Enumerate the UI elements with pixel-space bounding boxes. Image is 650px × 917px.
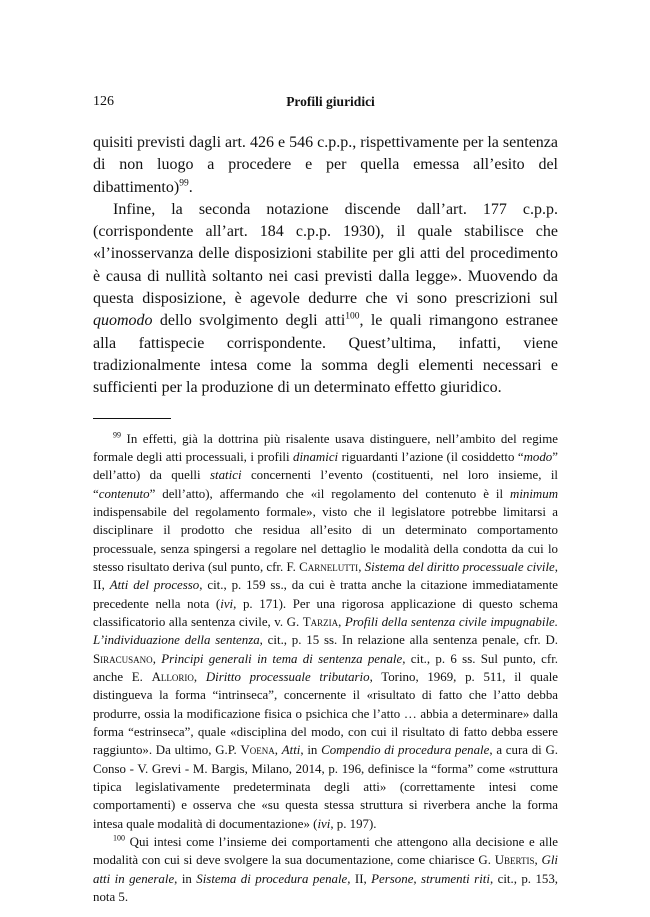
italic-term: contenuto xyxy=(98,486,150,501)
book-title: Sistema di procedura penale xyxy=(196,871,348,886)
text-run: indispensabile del regolamento formale», visto che il legislatore potrebbe limitarsi a disciplinare il prodotto che residua all’esito di un determinato comportamento processuale, senza spingersi a regolare nel dettaglio le modalità della condotta da cui lo stesso risultato deriva (sul punto, cfr. F. xyxy=(93,504,558,574)
footnote-100 xyxy=(93,833,558,906)
text-run: , in xyxy=(300,743,322,758)
text-run: , p. 197). xyxy=(330,816,377,831)
main-text xyxy=(93,132,558,400)
text-run: , p. 171). Per una rigorosa applicazione di questo schema classificatorio alla sentenza civile, v. G. xyxy=(93,596,558,629)
book-title: Persone, strumenti riti xyxy=(371,871,490,886)
book-title: Profili della sentenza civile impugnabile. L’individuazione della sentenza xyxy=(93,615,558,648)
text-run: , xyxy=(152,651,162,666)
text-run: . xyxy=(188,178,193,196)
text-run: , cit., p. 15 ss. In relazione alla sentenza penale, cfr. D. xyxy=(259,633,558,648)
footnote-ref-100[interactable]: 100 xyxy=(345,312,360,323)
author-name: Siracusano xyxy=(93,651,153,666)
text-run: ” dell’atto), affermando che «il regolamento del contenuto è il xyxy=(149,486,511,501)
footnote-ref-99[interactable]: 99 xyxy=(179,178,189,189)
author-name: Ubertis xyxy=(494,853,535,868)
italic-term: ivi xyxy=(317,816,331,831)
text-run: , xyxy=(193,670,206,685)
text-run: , xyxy=(338,615,345,629)
italic-term: quomodo xyxy=(93,312,153,330)
italic-term: modo xyxy=(523,449,553,464)
author-name: Allorio xyxy=(151,670,194,685)
text-run: , cit., p. 153, nota 5. xyxy=(93,871,559,905)
text-run: ” dell’atto) da quelli xyxy=(93,449,558,483)
paragraph-2 xyxy=(93,199,558,400)
author-name: Tarzia xyxy=(302,615,339,629)
footnote-number: 99 xyxy=(113,430,121,440)
footnote-number: 100 xyxy=(113,833,125,843)
text-run: , II, xyxy=(347,871,372,886)
italic-term: dinamici xyxy=(293,449,339,464)
italic-term: minimum xyxy=(510,486,558,501)
text-run: riguardanti l’azione (il cosiddetto “ xyxy=(338,449,524,464)
book-title: Diritto processuale tributario xyxy=(205,670,370,685)
text-run: , xyxy=(358,559,365,574)
book-title: Principi generali in tema di sentenza penale xyxy=(161,651,403,666)
text-run: , II, xyxy=(93,559,558,593)
text-run: , a cura di G. Conso - V. Grevi - M. Bargis, Milano, 2014, p. 196, definisce la “forma” come «struttura tipica legislativamente predeterminata degli atti» (correttamente intesi come comportamenti) e osserva che «su questa stessa struttura si riverbera anche la forma intesa quale modalità di documentazione» ( xyxy=(93,743,559,831)
book-title: Atti del processo xyxy=(109,578,200,593)
italic-term: ivi xyxy=(220,596,234,611)
book-title: Atti xyxy=(281,743,301,758)
text-run: Qui intesi come l’insieme dei comportamenti che attengono alla decisione e alle modalità con cui si deve svolgere la sua documentazione, come chiarisce G. xyxy=(93,835,558,868)
text-run: quisiti previsti dagli art. 426 e 546 c.p.p., rispettivamente per la sentenza di non luogo a procedere e per quella emessa all’esito del dibattimento) xyxy=(93,134,558,196)
text-run: , in xyxy=(174,871,197,886)
text-run: Infine, la seconda notazione discende dall’art. 177 c.p.p. (corrispondente all’art. 184 c.p.p. 1930), il quale stabilisce che «l’inosservanza delle disposizioni stabilite per gli atti del procedimento è causa di nullità soltanto nei casi previsti dalla legge». Muovendo da questa disposizione, è agevole dedurre che vi sono prescrizioni sul xyxy=(93,200,558,308)
text-run: , cit., p. 6 ss. Sul punto, cfr. anche E. xyxy=(93,651,558,685)
footnotes xyxy=(93,430,558,907)
author-name: Voena xyxy=(240,743,275,758)
text-run: In effetti, già la dottrina più risalente usava distinguere, nell’ambito del regime formale degli atti processuali, i profili xyxy=(93,431,558,464)
book-title: Gli atti in generale xyxy=(93,853,558,886)
text-run: , xyxy=(534,853,542,868)
running-title: Profili giuridici xyxy=(286,94,375,109)
paragraph-1 xyxy=(93,132,558,199)
italic-term: statici xyxy=(210,468,242,483)
author-name: Carnelutti xyxy=(299,559,359,574)
text-run: concernenti l’evento (costituenti, nel loro insieme, il “ xyxy=(93,468,558,501)
footnote-separator xyxy=(93,418,171,419)
text-run: , Torino, 1969, p. 511, il quale distingueva la forma “intrinseca”, concernente il «risultato di fatto che l’atto debba produrre, ossia la modificazione fisica o psichica che l’atto … abbia a determinare» dalla forma “estrinseca”, quale «disciplina del modo, con cui il risultato di fatto debba essere raggiunto». Da ultimo, G.P. xyxy=(93,670,559,758)
text-run: , xyxy=(274,743,282,758)
text-run: , cit., p. 159 ss., da cui è tratta anche la citazione immediatamente precedente nella nota ( xyxy=(93,578,559,611)
book-title: Sistema del diritto processuale civile xyxy=(364,559,555,574)
footnote-99 xyxy=(93,430,558,834)
book-page xyxy=(93,92,558,907)
text-run: dello svolgimento degli atti xyxy=(152,312,346,330)
page-number: 126 xyxy=(93,94,114,109)
running-head xyxy=(93,92,558,112)
text-run: , le quali rimangono estranee alla fattispecie corrispondente. Quest’ultima, infatti, viene tradizionalmente intesa come la somma degli elementi necessari e sufficienti per la produzione di un determinato effetto giuridico. xyxy=(93,312,559,397)
book-title: Compendio di procedura penale xyxy=(321,743,490,758)
